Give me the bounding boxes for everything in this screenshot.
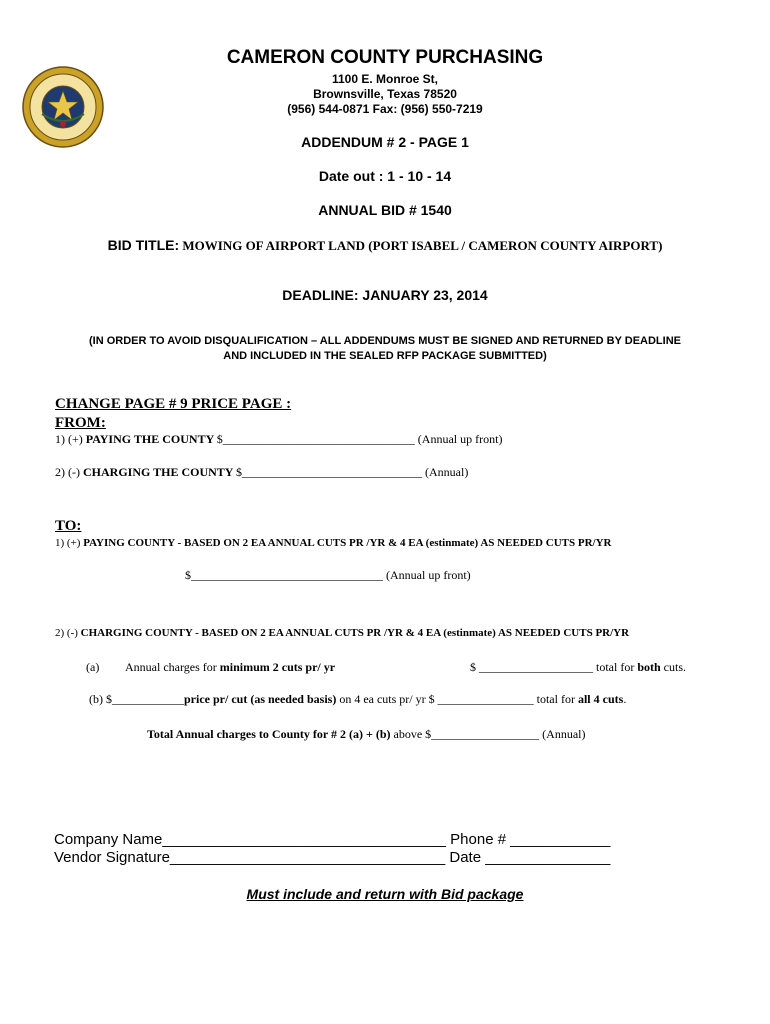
phone-fax: (956) 544-0871 Fax: (956) 550-7219 [287,102,483,116]
to-item-2 [55,627,629,639]
address-line-1: 1100 E. Monroe St, [331,72,439,86]
from-item-1-prefix: 1) (+) [55,432,86,446]
to-item-1-prefix: 1) (+) [55,537,84,549]
to-label: TO: [55,518,82,534]
from-item-1-blank: $________________________________ (Annual up front) [216,432,503,446]
item-b-end: . [623,692,627,706]
annual-bid-number: ANNUAL BID # 1540 [318,202,452,218]
from-item-1-label: PAYING THE COUNTY [85,432,217,446]
to-item-1-label: PAYING COUNTY - BASED ON 2 EA ANNUAL CUTS PR /YR & 4 EA (estinmate) AS NEEDED CUTS PR/YR [83,537,612,549]
item-a-end: cuts. [660,660,687,674]
notice-line-1: (IN ORDER TO AVOID DISQUALIFICATION – ALL ADDENDUMS MUST BE SIGNED AND RETURNED BY DEADLINE [89,335,681,347]
company-name-line: Company Name__________________________________ Phone # ____________ [54,831,611,848]
from-item-2-label: CHARGING THE COUNTY [82,465,237,479]
vendor-signature-line: Vendor Signature_________________________________ Date _______________ [54,849,611,866]
notice-line-2: AND INCLUDED IN THE SEALED RFP PACKAGE SUBMITTED) [223,350,547,362]
bid-title-label: BID TITLE: [107,237,180,253]
deadline: DEADLINE: JANUARY 23, 2014 [282,287,488,303]
item-a-both: both [637,660,661,674]
item-a-bold: minimum 2 cuts pr/ yr [219,660,336,674]
bid-title [0,237,770,255]
item-b-bold2: all 4 cuts [577,692,624,706]
from-label: FROM: [55,415,106,431]
item-a-text [125,660,335,675]
item-a-label: (a) [86,660,100,674]
item-b-mid: on 4 ea cuts pr/ yr $ ________________ total for [336,692,578,706]
address-line-2: Brownsville, Texas 78520 [313,87,457,101]
item-a-desc: Annual charges for [125,660,220,674]
addendum-title: ADDENDUM # 2 - PAGE 1 [301,134,469,150]
to-item-1 [55,537,611,549]
total-label: Total Annual charges to County for # 2 (a) + (b) [147,727,391,741]
date-out: Date out : 1 - 10 - 14 [318,168,452,184]
to-item-2-prefix: 2) (-) [55,627,81,639]
item-b-start: (b) $____________ [89,692,184,706]
to-item-2-label: CHARGING COUNTY - BASED ON 2 EA ANNUAL CUTS PR /YR & 4 EA (estinmate) AS NEEDED CUTS PR/YR [80,627,630,639]
item-b-bold: price pr/ cut (as needed basis) [184,692,337,706]
footer-instruction: Must include and return with Bid package [246,886,524,902]
from-item-2-prefix: 2) (-) [55,465,83,479]
total-blank: above $__________________ (Annual) [390,727,586,741]
from-item-2-blank: $______________________________ (Annual) [236,465,469,479]
change-heading: CHANGE PAGE # 9 PRICE PAGE : [55,396,292,412]
item-a-blank [470,660,686,675]
item-b [89,692,626,707]
from-item-2 [55,465,468,480]
to-item-1-blank: $________________________________ (Annual up front) [185,568,471,582]
item-a-amount: $ ___________________ total for [470,660,638,674]
from-item-1 [55,432,502,447]
total-line [147,727,586,742]
bid-title-value: MOWING OF AIRPORT LAND (PORT ISABEL / CAMERON COUNTY AIRPORT) [179,238,663,253]
page-title: CAMERON COUNTY PURCHASING [226,47,544,68]
